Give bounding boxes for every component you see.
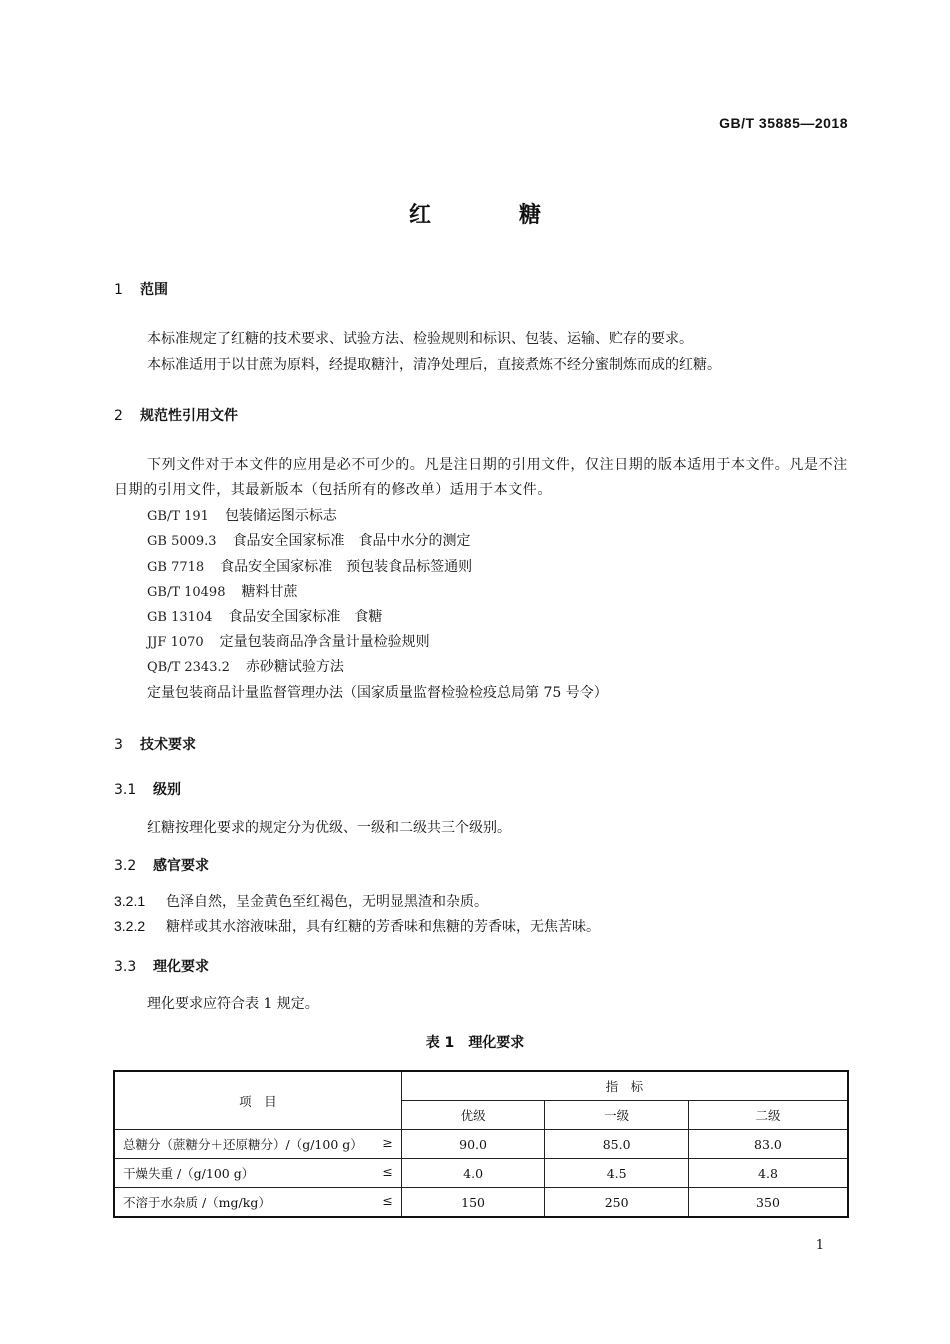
reference-code: GB/T 191 <box>147 509 209 524</box>
standard-number: GB/T 35885—2018 <box>719 115 848 131</box>
subsection-title: 级别 <box>153 782 181 798</box>
reference-item <box>147 530 471 550</box>
section-3-2-2 <box>114 916 600 936</box>
row-item-sign: ≤ <box>382 1193 393 1208</box>
table-cell: 4.5 <box>545 1159 689 1188</box>
table-caption-title: 理化要求 <box>468 1035 525 1051</box>
section-1-para-2: 本标准适用于以甘蔗为原料，经提取糖汁，清净处理后，直接煮炼不经分蜜制炼而成的红糖。 <box>147 357 721 373</box>
row-item-label: 总糖分（蔗糖分＋还原糖分）/（g/100 g） <box>123 1137 363 1152</box>
table-cell: 90.0 <box>401 1130 545 1159</box>
row-item <box>114 1159 401 1188</box>
section-title: 技术要求 <box>140 737 196 753</box>
reference-code: GB 5009.3 <box>147 534 217 549</box>
section-2-intro: 下列文件对于本文件的应用是必不可少的。凡是注日期的引用文件，仅注日期的版本适用于本文件。凡是不注日期的引用文件，其最新版本（包括所有的修改单）适用于本文件。 <box>114 457 848 498</box>
reference-code: JJF 1070 <box>147 635 204 650</box>
reference-code: GB/T 10498 <box>147 585 226 600</box>
subsection-number: 3.3 <box>114 959 137 975</box>
reference-code: GB 13104 <box>147 610 213 625</box>
subsection-number: 3.2 <box>114 858 137 874</box>
table-header-row <box>114 1071 848 1101</box>
subsection-title: 理化要求 <box>153 959 209 975</box>
table-cell: 350 <box>688 1188 848 1218</box>
reference-item <box>147 656 344 676</box>
table-cell: 83.0 <box>688 1130 848 1159</box>
reference-item <box>147 606 382 626</box>
reference-title: 食品安全国家标准 食品中水分的测定 <box>232 533 471 549</box>
row-item-sign: ≥ <box>382 1135 393 1150</box>
reference-title: 赤砂糖试验方法 <box>245 659 344 675</box>
clause-text: 糖样或其水溶液味甜，具有红糖的芳香味和焦糖的芳香味，无焦苦味。 <box>166 919 600 935</box>
header-item: 项 目 <box>114 1071 401 1130</box>
reference-item <box>147 581 297 601</box>
reference-title: 定量包装商品净含量计量检验规则 <box>219 634 430 650</box>
header-grade: 优级 <box>401 1101 545 1130</box>
clause-text: 色泽自然，呈金黄色至红褐色，无明显黑渣和杂质。 <box>166 894 488 910</box>
clause-number: 3.2.2 <box>114 918 146 934</box>
section-title: 规范性引用文件 <box>140 408 238 424</box>
table-row <box>114 1130 848 1159</box>
header-grade: 一级 <box>545 1101 689 1130</box>
section-title: 范围 <box>140 282 168 298</box>
row-item-sign: ≤ <box>382 1164 393 1179</box>
reference-title: 食品安全国家标准 预包装食品标签通则 <box>220 559 473 575</box>
table-cell: 4.8 <box>688 1159 848 1188</box>
section-3-3-text: 理化要求应符合表 1 规定。 <box>147 996 319 1012</box>
header-grade: 二级 <box>688 1101 848 1130</box>
document-title: 红 糖 <box>408 203 541 228</box>
header-indicator: 指 标 <box>401 1071 848 1101</box>
requirements-table <box>113 1070 849 1218</box>
section-3-heading <box>114 734 196 754</box>
section-3-1-text: 红糖按理化要求的规定分为优级、一级和二级共三个级别。 <box>147 820 511 836</box>
section-number: 1 <box>114 282 123 298</box>
section-3-2-heading <box>114 855 209 875</box>
reference-item-last: 定量包装商品计量监督管理办法（国家质量监督检验检疫总局第 75 号令） <box>147 685 608 701</box>
row-item-label: 干燥失重 /（g/100 g） <box>123 1166 255 1181</box>
row-item-label: 不溶于水杂质 /（mg/kg） <box>123 1195 271 1210</box>
section-1-para-1: 本标准规定了红糖的技术要求、试验方法、检验规则和标识、包装、运输、贮存的要求。 <box>147 331 693 347</box>
page-number: 1 <box>815 1238 824 1253</box>
table-row <box>114 1188 848 1218</box>
table-caption <box>0 1032 950 1052</box>
row-item <box>114 1130 401 1159</box>
row-item <box>114 1188 401 1218</box>
table-cell: 250 <box>545 1188 689 1218</box>
section-3-1-heading <box>114 779 181 799</box>
section-1-heading <box>114 279 168 299</box>
section-3-2-1 <box>114 891 488 911</box>
reference-title: 食品安全国家标准 食糖 <box>228 609 383 625</box>
reference-code: GB 7718 <box>147 560 205 575</box>
reference-item <box>147 631 430 651</box>
reference-title: 包装储运图示标志 <box>224 508 337 524</box>
section-2-heading <box>114 405 238 425</box>
subsection-number: 3.1 <box>114 782 137 798</box>
table-cell: 150 <box>401 1188 545 1218</box>
table-row <box>114 1159 848 1188</box>
table-cell: 85.0 <box>545 1130 689 1159</box>
reference-code: QB/T 2343.2 <box>147 660 230 675</box>
table-cell: 4.0 <box>401 1159 545 1188</box>
subsection-title: 感官要求 <box>153 858 209 874</box>
reference-item <box>147 505 337 525</box>
reference-title: 糖料甘蔗 <box>241 584 298 600</box>
table-caption-number: 表 1 <box>425 1035 455 1051</box>
section-number: 3 <box>114 737 123 753</box>
clause-number: 3.2.1 <box>114 893 146 909</box>
reference-item <box>147 556 472 576</box>
section-3-3-heading <box>114 956 209 976</box>
section-number: 2 <box>114 408 123 424</box>
